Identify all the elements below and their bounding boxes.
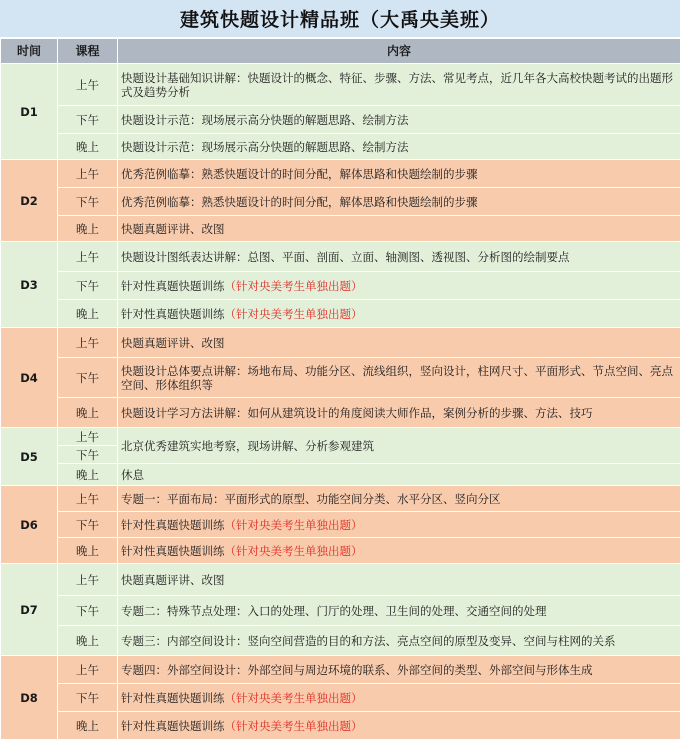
table-row: [1, 242, 680, 272]
day-label: D7: [1, 564, 58, 656]
table-row: [1, 512, 680, 538]
special-note: （针对央美考生单独出题）: [224, 517, 363, 532]
period-label: 晚上: [58, 300, 118, 328]
content-text: 专题二：特殊节点处理：入口的处理、门厅的处理、卫生间的处理、交通空间的处理: [121, 603, 547, 618]
special-note: （针对央美考生单独出题）: [224, 690, 363, 705]
table-row: [1, 538, 680, 564]
content-text: 快题真题评讲、改图: [121, 335, 225, 350]
content-cell: [118, 428, 680, 464]
period-label: 上午: [58, 656, 118, 684]
period-label: 晚上: [58, 134, 118, 160]
period-label: 晚上: [58, 464, 118, 486]
table-row: [1, 134, 680, 160]
content-cell: [118, 486, 680, 512]
content-text: 快题设计示范：现场展示高分快题的解题思路、绘制方法: [121, 139, 409, 154]
table-row: [1, 216, 680, 242]
special-note: （针对央美考生单独出题）: [224, 306, 363, 321]
special-note: （针对央美考生单独出题）: [224, 543, 363, 558]
special-note: （针对央美考生单独出题）: [224, 278, 363, 293]
content-text: 针对性真题快题训练: [121, 306, 225, 321]
content-cell: [118, 656, 680, 684]
content-text: 针对性真题快题训练: [121, 517, 225, 532]
content-cell: [118, 160, 680, 188]
period-label: 下午: [58, 596, 118, 626]
table-row: [1, 272, 680, 300]
content-text: 针对性真题快题训练: [121, 718, 225, 733]
day-label: D8: [1, 656, 58, 740]
period-label: 下午: [58, 684, 118, 712]
table-row: [1, 160, 680, 188]
period-label: 晚上: [58, 712, 118, 740]
content-cell: [118, 134, 680, 160]
content-cell: [118, 328, 680, 358]
table-row: [1, 398, 680, 428]
day-label: D1: [1, 64, 58, 160]
table-row: [1, 656, 680, 684]
day-label: D3: [1, 242, 58, 328]
table-row: [1, 106, 680, 134]
content-text: 优秀范例临摹：熟悉快题设计的时间分配，解体思路和快题绘制的步骤: [121, 194, 478, 209]
page-title: 建筑快题设计精品班（大禹央美班）: [0, 0, 680, 38]
content-cell: [118, 216, 680, 242]
period-label: 晚上: [58, 398, 118, 428]
content-cell: [118, 242, 680, 272]
content-cell: [118, 564, 680, 596]
day-label: D5: [1, 428, 58, 486]
table-row: [1, 188, 680, 216]
table-row: [1, 486, 680, 512]
period-label: 下午: [58, 272, 118, 300]
period-label: 上午: [58, 160, 118, 188]
content-text: 快题设计学习方法讲解：如何从建筑设计的角度阅读大师作品，案例分析的步骤、方法、技巧: [121, 405, 593, 420]
day-label: D6: [1, 486, 58, 564]
table-header: [1, 39, 680, 64]
period-label: 下午: [58, 512, 118, 538]
content-text: 专题一：平面布局：平面形式的原型、功能空间分类、水平分区、竖向分区: [121, 491, 501, 506]
table-row: [1, 626, 680, 656]
content-text: 专题三：内部空间设计：竖向空间营造的目的和方法、亮点空间的原型及变异、空间与柱网的关系: [121, 633, 616, 648]
schedule-table: [0, 38, 680, 740]
content-text: 快题设计图纸表达讲解：总图、平面、剖面、立面、轴测图、透视图、分析图的绘制要点: [121, 249, 570, 264]
period-label: 下午: [58, 358, 118, 398]
day-label: D4: [1, 328, 58, 428]
table-row: [1, 684, 680, 712]
content-text: 针对性真题快题训练: [121, 690, 225, 705]
table-row: [1, 358, 680, 398]
period-label: 下午: [58, 446, 118, 464]
content-text: 快题真题评讲、改图: [121, 572, 225, 587]
period-label: 上午: [58, 486, 118, 512]
content-cell: [118, 684, 680, 712]
content-text: 北京优秀建筑实地考察，现场讲解、分析参观建筑: [121, 438, 374, 453]
table-row: [1, 428, 680, 446]
table-row: [1, 712, 680, 740]
content-cell: [118, 596, 680, 626]
table-row: [1, 64, 680, 106]
content-text: 优秀范例临摹：熟悉快题设计的时间分配，解体思路和快题绘制的步骤: [121, 166, 478, 181]
content-cell: [118, 358, 680, 398]
content-text: 专题四：外部空间设计：外部空间与周边环境的联系、外部空间的类型、外部空间与形体生成: [121, 662, 593, 677]
table-row: [1, 564, 680, 596]
content-cell: [118, 538, 680, 564]
content-cell: [118, 188, 680, 216]
content-cell: [118, 712, 680, 740]
period-label: 晚上: [58, 626, 118, 656]
content-text: 休息: [121, 467, 144, 482]
header-time: 时间: [1, 39, 58, 64]
content-cell: [118, 626, 680, 656]
period-label: 上午: [58, 64, 118, 106]
content-text: 快题真题评讲、改图: [121, 221, 225, 236]
content-text: 快题设计总体要点讲解：场地布局、功能分区、流线组织，竖向设计，柱网尺寸、平面形式、节点空间、亮点空间、形体组织等: [121, 363, 673, 392]
table-row: [1, 300, 680, 328]
day-label: D2: [1, 160, 58, 242]
content-cell: [118, 512, 680, 538]
content-cell: [118, 106, 680, 134]
content-cell: [118, 300, 680, 328]
period-label: 上午: [58, 328, 118, 358]
period-label: 下午: [58, 188, 118, 216]
period-label: 晚上: [58, 216, 118, 242]
content-text: 快题设计基础知识讲解：快题设计的概念、特征、步骤、方法、常见考点，近几年各大高校快题考试的出题形式及趋势分析: [121, 70, 673, 99]
content-cell: [118, 272, 680, 300]
content-text: 针对性真题快题训练: [121, 543, 225, 558]
special-note: （针对央美考生单独出题）: [224, 718, 363, 733]
header-course: 课程: [58, 39, 118, 64]
table-row: [1, 464, 680, 486]
content-cell: [118, 64, 680, 106]
period-label: 晚上: [58, 538, 118, 564]
period-label: 上午: [58, 242, 118, 272]
table-row: [1, 596, 680, 626]
content-text: 针对性真题快题训练: [121, 278, 225, 293]
period-label: 下午: [58, 106, 118, 134]
period-label: 上午: [58, 564, 118, 596]
table-body: [1, 64, 680, 740]
content-cell: [118, 464, 680, 486]
header-content: 内容: [118, 39, 680, 64]
table-row: [1, 328, 680, 358]
period-label: 上午: [58, 428, 118, 446]
content-text: 快题设计示范：现场展示高分快题的解题思路、绘制方法: [121, 112, 409, 127]
content-cell: [118, 398, 680, 428]
